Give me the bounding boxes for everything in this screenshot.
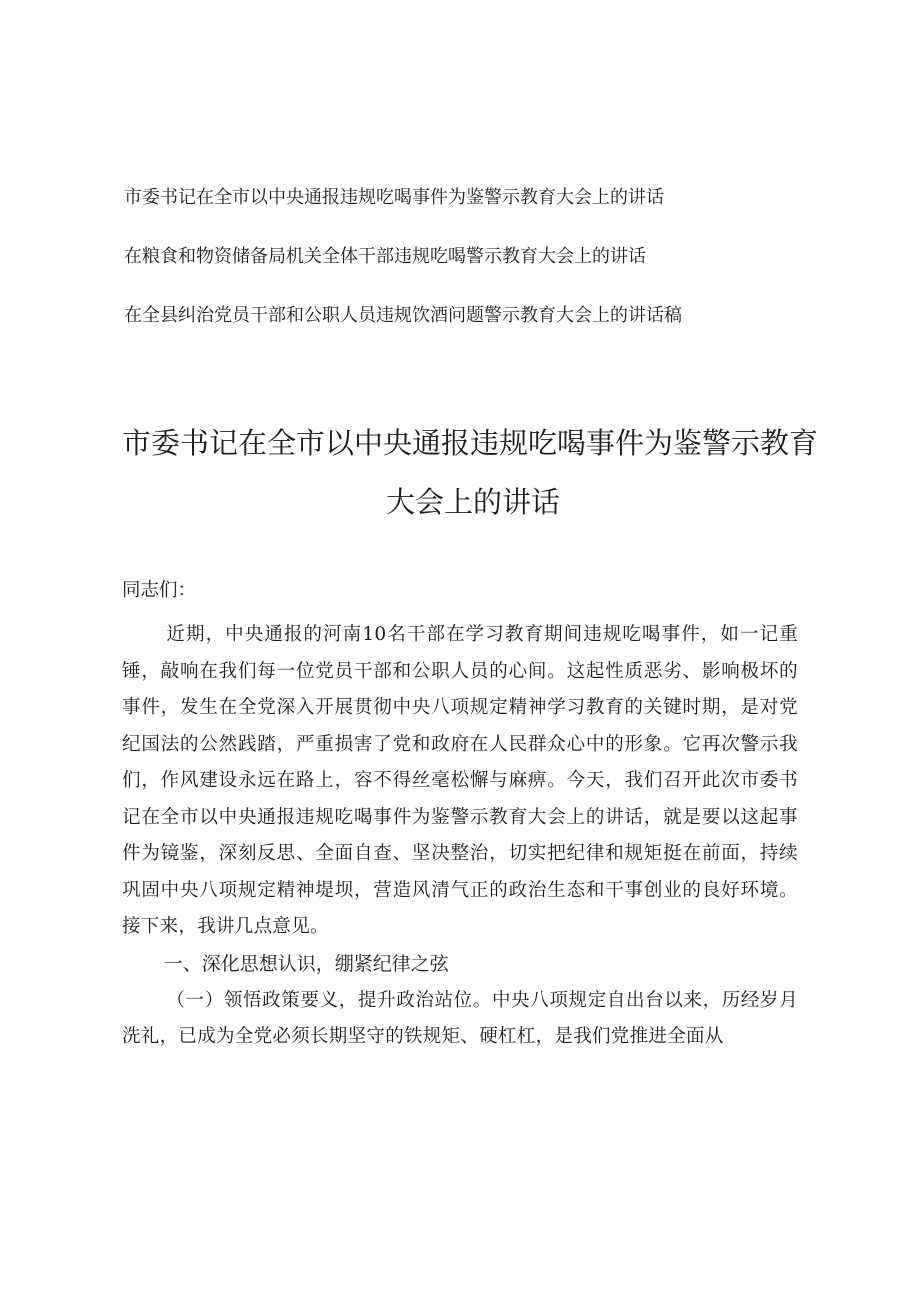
salutation: 同志们：	[122, 580, 197, 601]
toc-item: 在粮食和物资储备局机关全体干部违规吃喝警示教育大会上的讲话	[124, 246, 646, 267]
toc-item: 市委书记在全市以中央通报违规吃喝事件为鉴警示教育大会上的讲话	[124, 187, 664, 208]
article-title-line-2: 大会上的讲话	[386, 485, 561, 519]
table-of-contents	[124, 188, 844, 365]
toc-item: 在全县纠治党员干部和公职人员违规饮酒问题警示教育大会上的讲话稿	[124, 305, 682, 326]
intro-paragraph: 近期，中央通报的河南10名干部在学习教育期间违规吃喝事件，如一记重锤，敲响在我们每一位党员干部和公职人员的心间。这起性质恶劣、影响极坏的事件，发生在全党深入开展贯彻中央八项规定精神学习教育的关键时期，是对党纪国法的公然践踏，严重损害了党和政府在人民群众心中的形象。它再次警示我们，作风建设永远在路上，容不得丝毫松懈与麻痹。今天，我们召开此次市委书记在全市以中央通报违规吃喝事件为鉴警示教育大会上的讲话，就是要以这起事件为镜鉴，深刻反思、全面自查、坚决整治，切实把纪律和规矩挺在前面，持续巩固中央八项规定精神堤坝，营造风清气正的政治生态和干事创业的良好环境。接下来，我讲几点意见。	[122, 624, 798, 937]
article-body	[122, 573, 798, 1056]
section-heading: 一、深化思想认识，绷紧纪律之弦	[163, 952, 449, 975]
article-title-line-1: 市委书记在全市以中央通报违规吃喝事件为鉴警示教育	[122, 426, 819, 460]
section-paragraph: （一）领悟政策要义，提升政治站位。中央八项规定自出台以来，历经岁月洗礼，已成为全党必须长期坚守的铁规矩、硬杠杠，是我们党推进全面从	[122, 989, 798, 1047]
